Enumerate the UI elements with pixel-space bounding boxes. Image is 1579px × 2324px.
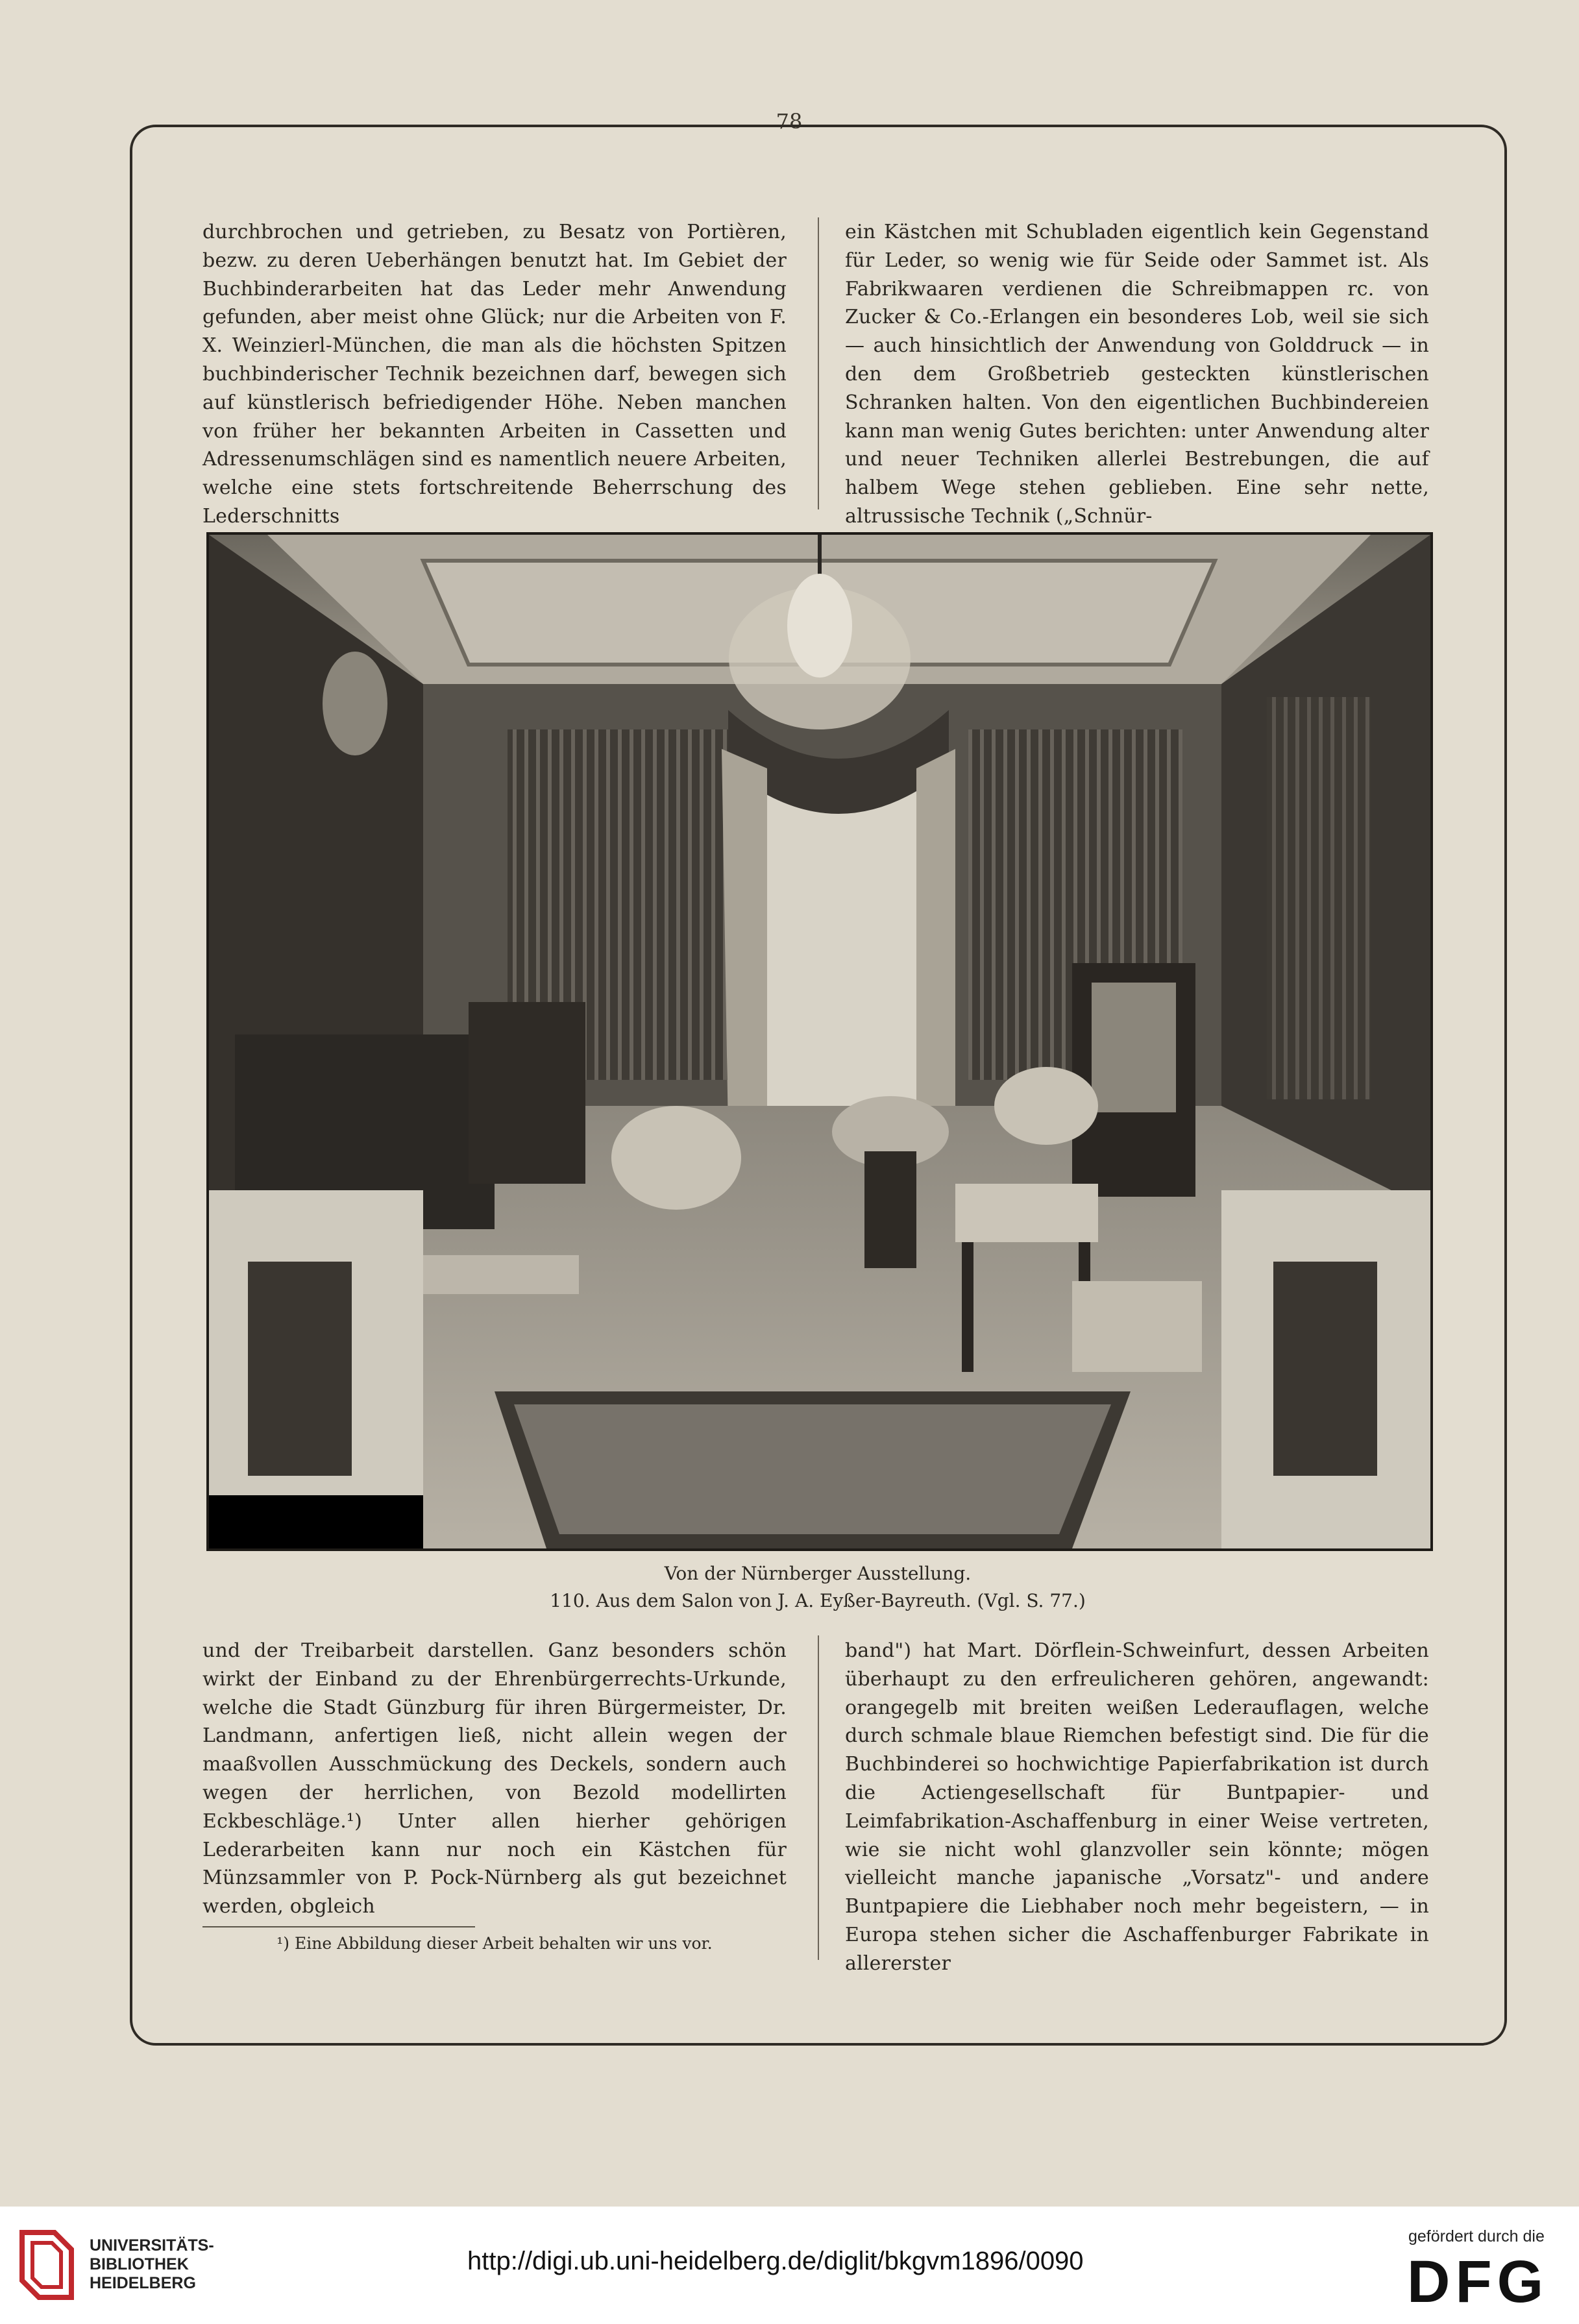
text-column-bottom-left [202,1637,787,1921]
dfg-logo: DFG [1407,2249,1549,2315]
text-column-top-right [845,218,1429,531]
column-divider-bottom [818,1635,819,1960]
paragraph: ein Kästchen mit Schubladen eigentlich kein Gegenstand für Leder, so wenig wie für Seide oder Sammet ist. Als Fabrikwaaren verdienen die Schreibmappen rc. von Zucker & Co.-Erlangen ein besonderes Lob, weil sie sich — auch hinsichtlich der Anwendung von Golddruck — in den dem Großbetrieb gesteckten künstlerischen Schranken halten. Von den eigentlichen Buchbindereien kann man wenig Gutes berichten: unter Anwendung alter und neuer Techniken allerlei Bestrebungen, die auf halbem Wege stehen geblieben. Eine sehr nette, altrussische Technik („Schnür- [845,221,1429,528]
paragraph: durchbrochen und getrieben, zu Besatz von Portièren, bezw. zu deren Ueberhängen benutzt hat. Im Gebiet der Buchbinderarbeiten hat das Leder mehr Anwendung gefunden, aber meist ohne Glück; nur die Arbeiten von F. X. Weinzierl-München, die man als die höchsten Spitzen buchbinderischer Technik bezeichnen darf, bewegen sich auf künstlerisch befriedigender Höhe. Neben manchen von früher her bekannten Arbeiten in Cassetten und Adressenumschlägen sind es namentlich neuere Arbeiten, welche eine stets fortschreitende Beherrschung des Lederschnitts [202,221,787,528]
digitization-footer [0,2207,1579,2324]
footnote-rule [202,1926,475,1927]
salon-photograph [206,532,1433,1551]
figure-caption-text: 110. Aus dem Salon von J. A. Eyßer-Bayreuth. (Vgl. S. 77.) [550,1590,1086,1611]
page-number: 78 [776,109,803,134]
figure-caption-title: Von der Nürnberger Ausstellung. [664,1563,972,1584]
source-url-link[interactable]: http://digi.ub.uni-heidelberg.de/diglit/bkgvm1896/0090 [467,2247,1084,2275]
university-library-logo-icon [16,2226,78,2304]
text-column-top-left [202,218,787,531]
column-divider-top [818,217,819,509]
library-name: UNIVERSITÄTS- BIBLIOTHEK HEIDELBERG [90,2236,214,2292]
paragraph: und der Treibarbeit darstellen. Ganz besonders schön wirkt der Einband zu der Ehrenbürgerrechts-Urkunde, welche die Stadt Günzburg für ihren Bürgermeister, Dr. Landmann, anfertigen ließ, nicht allein wegen der maaßvollen Ausschmückung des Deckels, sondern auch wegen der herrlichen, von Bezold modellirten Eckbeschläge.¹) Unter allen hierher gehörigen Lederarbeiten kann nur noch ein Kästchen für Münzsammler von P. Pock-Nürnberg als gut bezeichnet werden, obgleich [202,1639,787,1918]
paragraph: band") hat Mart. Dörflein-Schweinfurt, dessen Arbeiten überhaupt zu den erfreulicheren gehören, angewandt: orangegelb mit breiten weißen Lederauflagen, welche durch schmale blaue Riemchen befestigt sind. Die für die Buchbinderei so hochwichtige Papierfabrikation ist durch die Actiengesellschaft für Buntpapier- und Leimfabrikation-Aschaffenburg in einer Weise vertreten, wie sie nicht wohl glanzvoller sein könnte; mögen vielleicht manche japanische „Vorsatz"- und andere Buntpapiere die Liebhaber noch mehr begeistern, — in Europa stehen sicher die Aschaffenburger Fabrikate in allererster [845,1639,1429,1975]
funded-by-label: gefördert durch die [1408,2227,1545,2245]
salon-interior-photograph-icon [209,535,1430,1548]
footnote: ¹) Eine Abbildung dieser Arbeit behalten wir uns vor. [276,1934,713,1953]
text-column-bottom-right [845,1637,1429,1978]
